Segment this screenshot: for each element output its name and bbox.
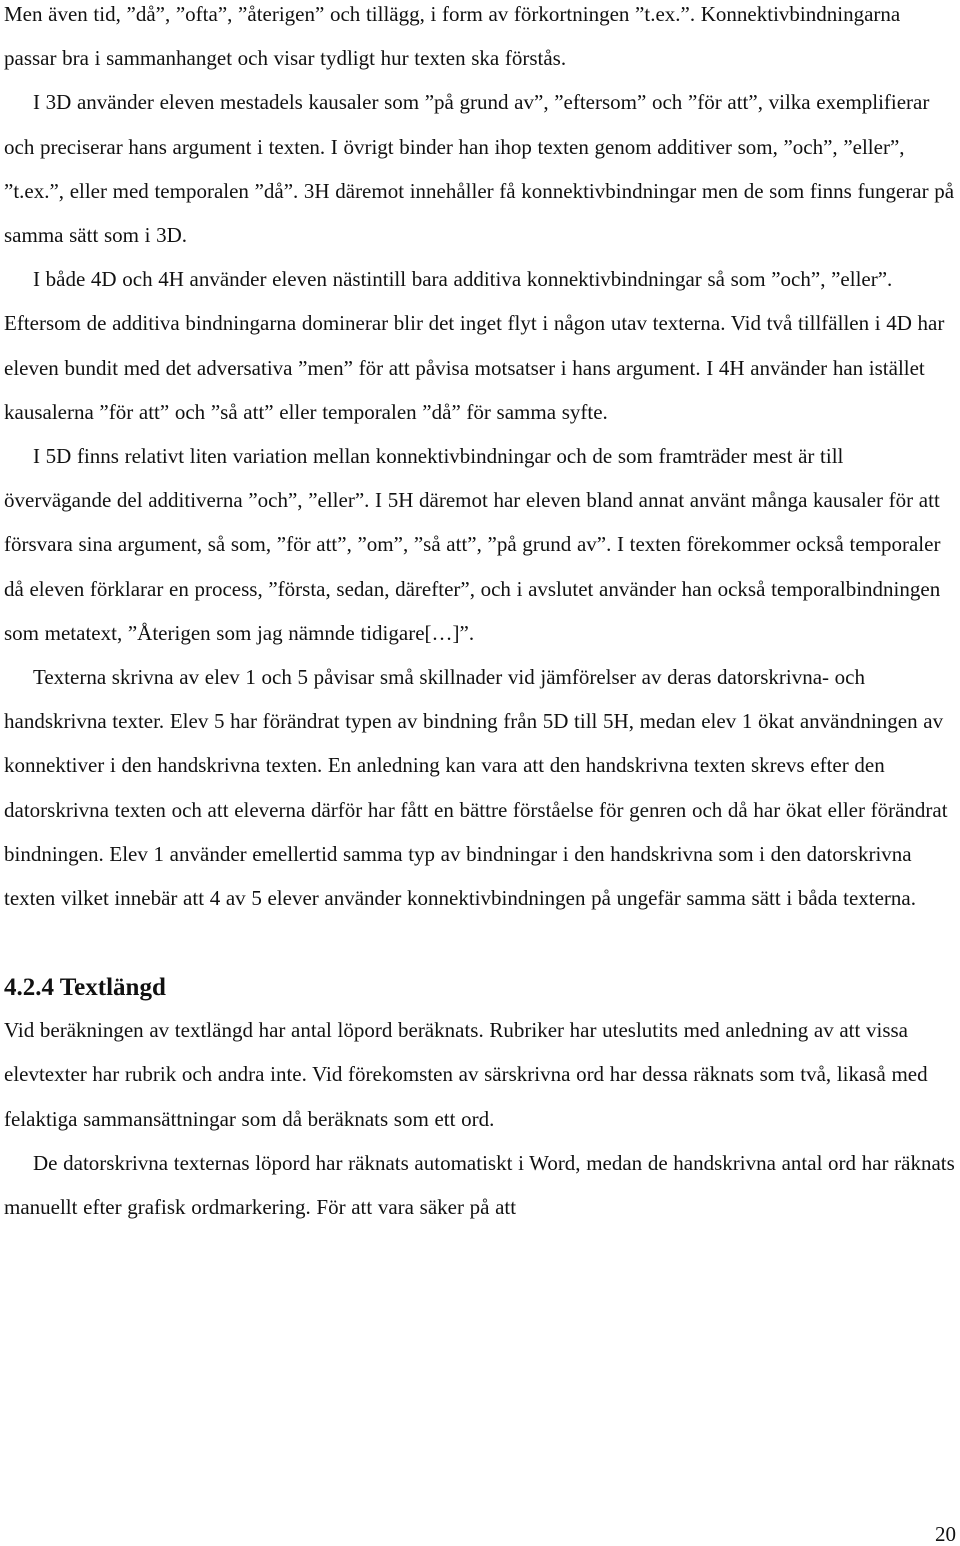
document-page [4, 0, 956, 1229]
body-paragraph: I 5D finns relativt liten variation mellan konnektivbindningar och de som framträder mest är till övervägande del additiverna ”och”, ”eller”. I 5H däremot har eleven bland annat använt många kausaler för att försvara sina argument, så som, ”för att”, ”om”, ”så att”, ”på grund av”. I texten förekommer också temporaler då eleven förklarar en process, ”första, sedan, därefter”, och i avslutet använder han också temporalbindningen som metatext, ”Återigen som jag nämnde tidigare[…]”. [4, 444, 941, 645]
body-paragraph: I både 4D och 4H använder eleven nästintill bara additiva konnektivbindningar så som ”och”, ”eller”. Eftersom de additiva bindningarna dominerar blir det inget flyt i någon utav texterna. Vid två tillfällen i 4D har eleven bundit med det adversativa ”men” för att påvisa motsatser i hans argument. I 4H använder han istället kausalerna ”för att” och ”så att” eller temporalen ”då” för samma syfte. [4, 267, 945, 424]
body-paragraph: Men även tid, ”då”, ”ofta”, ”återigen” och tillägg, i form av förkortningen ”t.ex.”. Konnektivbindningarna passar bra i sammanhanget och visar tydligt hur texten ska förstås. [4, 2, 901, 71]
body-paragraph: De datorskrivna texternas löpord har räknats automatiskt i Word, medan de handskrivna antal ord har räknats manuellt efter grafisk ordmarkering. För att vara säker på att [4, 1150, 955, 1220]
body-paragraph: Vid beräkningen av textlängd har antal löpord beräknats. Rubriker har uteslutits med anledning av att vissa elevtexter har rubrik och andra inte. Vid förekomsten av särskrivna ord har dessa räknats som två, likaså med felaktiga sammansättningar som då beräknats som ett ord. [4, 1018, 928, 1131]
section-heading: 4.2.4 Textlängd [4, 974, 166, 1002]
body-paragraph: I 3D använder eleven mestadels kausaler som ”på grund av”, ”eftersom” och ”för att”, vilka exemplifierar och preciserar hans argument i texten. I övrigt binder han ihop texten genom additiver som, ”och”, ”eller”, ”t.ex.”, eller med temporalen ”då”. 3H däremot innehåller få konnektivbindningar men de som finns fungerar på samma sätt som i 3D. [4, 90, 955, 248]
body-paragraph: Texterna skrivna av elev 1 och 5 påvisar små skillnader vid jämförelser av deras datorskrivna- och handskrivna texter. Elev 5 har förändrat typen av bindning från 5D till 5H, medan elev 1 ökat användningen av konnektiver i den handskrivna texten. En anledning kan vara att den handskrivna texten skrevs efter den datorskrivna texten och att eleverna därför har fått en bättre förståelse för genren och då har ökat eller förändrat bindningen. Elev 1 använder emellertid samma typ av bindningar i den handskrivna som i den datorskrivna texten vilket innebär att 4 av 5 elever använder konnektivbindningen på ungefär samma sätt i båda texterna. [4, 665, 948, 911]
page-number: 20 [935, 1522, 956, 1546]
